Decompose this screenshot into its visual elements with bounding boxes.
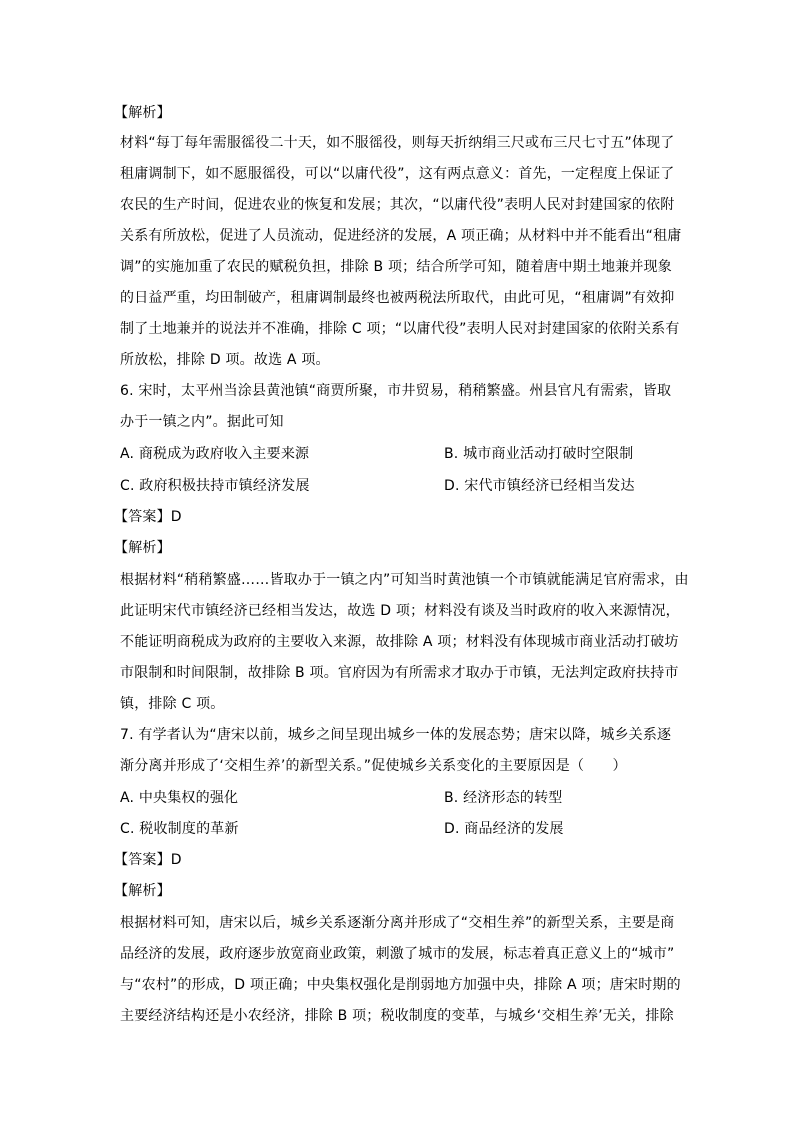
answer-label: 【答案】D — [114, 852, 182, 868]
explanation-line: 农民的生产时间，促进农业的恢复和发展；其次，“以庸代役”表明人民对封建国家的依附 — [120, 197, 675, 213]
option-b: B. 城市商业活动打破时空限制 — [444, 446, 634, 462]
explanation-line: 品经济的发展，政府逐步放宽商业政策，刺激了城市的发展，标志着真正意义上的“城市” — [120, 946, 675, 962]
question-stem: 6. 宋时，太平州当涂县黄池镇“商贾所聚，市井贸易，稍稍繁盛。州县官凡有需索，皆取 — [120, 383, 672, 399]
question-stem: 7. 有学者认为“唐宋以前，城乡之间呈现出城乡一体的发展态势；唐宋以降，城乡关系逐 — [120, 727, 672, 743]
explanation-line: 材料“每丁每年需服徭役二十天，如不服徭役，则每天折纳绢三尺或布三尺七寸五”体现了 — [120, 135, 675, 151]
option-d: D. 宋代市镇经济已经相当发达 — [444, 478, 635, 494]
option-c: C. 税收制度的革新 — [120, 821, 239, 837]
option-c: C. 政府积极扶持市镇经济发展 — [120, 478, 310, 494]
explanation-line: 此证明宋代市镇经济已经相当发达，故选 D 项；材料没有谈及当时政府的收入来源情况， — [120, 603, 680, 619]
question-stem: 办于一镇之内”。据此可知 — [120, 414, 284, 430]
explanation-line: 租庸调制下，如不愿服徭役，可以“以庸代役”，这有两点意义：首先，一定程度上保证了 — [120, 166, 675, 182]
option-a: A. 中央集权的强化 — [120, 790, 239, 806]
explanation-header: 【解析】 — [114, 883, 171, 899]
explanation-line: 不能证明商税成为政府的主要收入来源，故排除 A 项；材料没有体现城市商业活动打破坊 — [120, 634, 679, 650]
explanation-line: 所放松，排除 D 项。故选 A 项。 — [120, 352, 330, 368]
explanation-line: 制了土地兼并的说法并不准确，排除 C 项；“以庸代役”表明人民对封建国家的依附关系有 — [120, 321, 680, 337]
explanation-line: 市限制和时间限制，故排除 B 项。官府因为有所需求才取办于市镇，无法判定政府扶持市 — [120, 665, 679, 681]
question-stem: 渐分离并形成了‘交相生养’的新型关系。”促使城乡关系变化的主要原因是（ ） — [120, 758, 627, 774]
explanation-line: 与“农村”的形成，D 项正确；中央集权强化是削弱地方加强中央，排除 A 项；唐宋时期的 — [120, 977, 681, 993]
explanation-header: 【解析】 — [114, 540, 171, 556]
option-a: A. 商税成为政府收入主要来源 — [120, 446, 310, 462]
explanation-line: 主要经济结构还是小农经济，排除 B 项；税收制度的变革，与城乡‘交相生养’无关，排除 — [120, 1008, 674, 1024]
explanation-header: 【解析】 — [114, 105, 171, 121]
explanation-line: 的日益严重，均田制破产，租庸调制最终也被两税法所取代，由此可见，“租庸调”有效抑 — [120, 290, 675, 306]
option-d: D. 商品经济的发展 — [444, 821, 564, 837]
explanation-line: 根据材料可知，唐宋以后，城乡关系逐渐分离并形成了“交相生养”的新型关系，主要是商 — [120, 915, 675, 931]
explanation-line: 镇，排除 C 项。 — [120, 696, 225, 712]
option-b: B. 经济形态的转型 — [444, 790, 563, 806]
explanation-line: 调”的实施加重了农民的赋税负担，排除 B 项；结合所学可知，随着唐中期土地兼并现象 — [120, 259, 672, 275]
answer-label: 【答案】D — [114, 509, 182, 525]
explanation-line: 根据材料“稍稍繁盛……皆取办于一镇之内”可知当时黄池镇一个市镇就能满足官府需求，由 — [120, 572, 689, 588]
explanation-line: 关系有所放松，促进了人员流动，促进经济的发展，A 项正确；从材料中并不能看出“租庸 — [120, 228, 682, 244]
